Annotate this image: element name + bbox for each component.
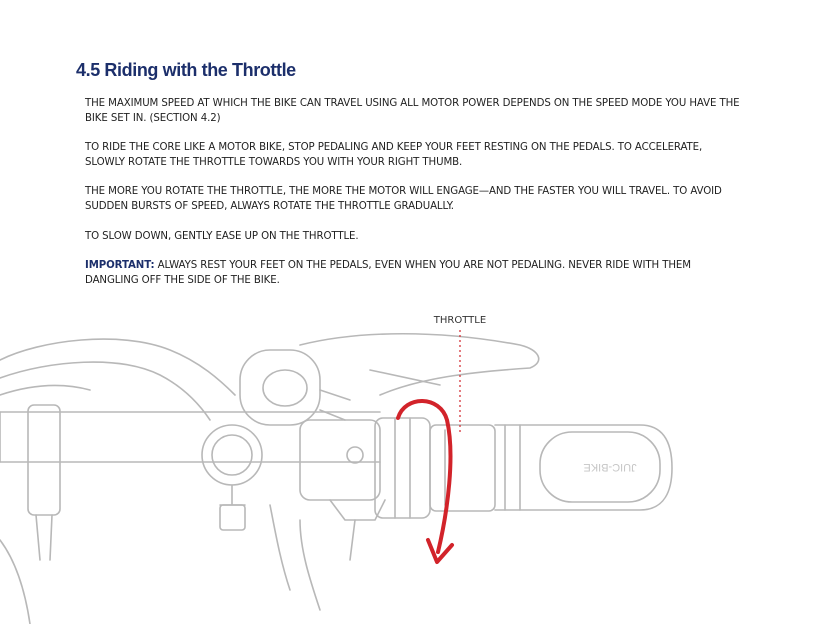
paragraph-motor-bike: TO RIDE THE CORE LIKE A MOTOR BIKE, STOP PEDALING AND KEEP YOUR FEET RESTING ON THE PEDALS. TO ACCELERATE, SLOWLY ROTATE THE THROTTLE TOWARDS YOU WITH YOUR RIGHT THUMB. [85,142,703,168]
important-note [85,259,745,288]
rotation-arrow [398,401,450,552]
shifter-pod [240,350,320,425]
paragraph-rotate-gradually: THE MORE YOU ROTATE THE THROTTLE, THE MORE THE MOTOR WILL ENGAGE—AND THE FASTER YOU WILL TRAVEL. TO AVOID SUDDEN BURSTS OF SPEED, ALWAYS ROTATE THE THROTTLE GRADUALLY. [85,186,722,212]
important-label: IMPORTANT: [85,260,155,272]
brake-lever [300,334,539,395]
grip-logo: JUIC-BIKE [583,461,637,473]
paragraph-speed-mode: THE MAXIMUM SPEED AT WHICH THE BIKE CAN TRAVEL USING ALL MOTOR POWER DEPENDS ON THE SPEED MODE YOU HAVE THE BIKE SET IN. (SECTION 4.2) [85,98,740,124]
bell [202,425,262,485]
throttle-callout-label: THROTTLE [433,315,487,326]
handlebar-illustration [0,300,828,624]
cable-outer [0,385,90,395]
section-title: 4.5 Riding with the Throttle [76,60,296,80]
important-text: ALWAYS REST YOUR FEET ON THE PEDALS, EVEN WHEN YOU ARE NOT PEDALING. NEVER RIDE WITH THEM DANGLING OFF THE SIDE OF THE BIKE. [85,260,691,286]
stem-clamp [28,405,60,515]
paragraph-slow-down: TO SLOW DOWN, GENTLY EASE UP ON THE THROTTLE. [85,230,359,242]
section-body [85,97,745,303]
